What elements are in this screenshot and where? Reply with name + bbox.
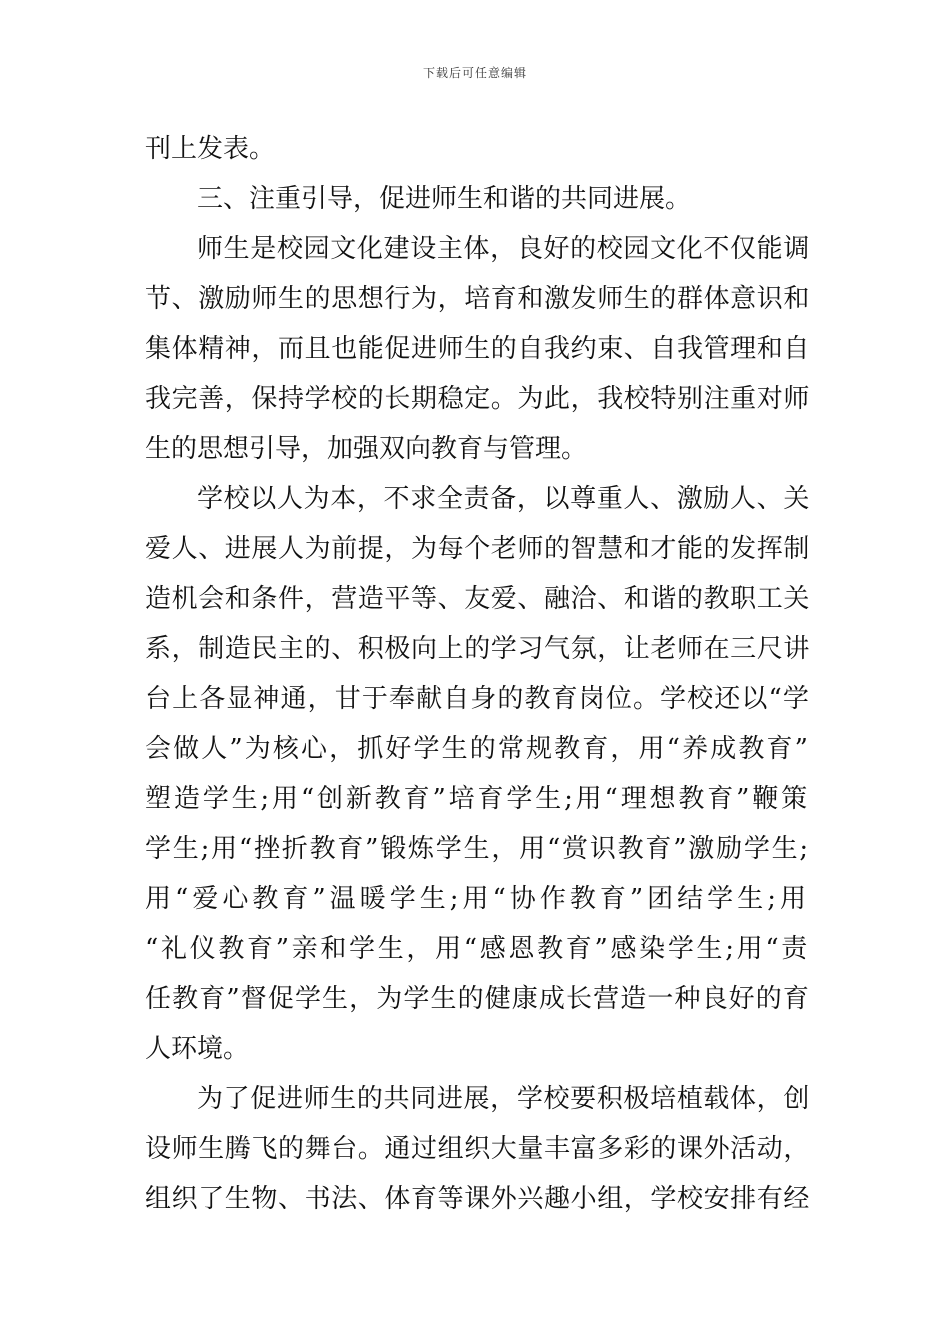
text-line: 组织了生物、书法、体育等课外兴趣小组，学校安排有经	[145, 1184, 810, 1214]
text-line: 三、注重引导，促进师生和谐的共同进展。	[197, 184, 692, 214]
text-line: 爱人、进展人为前提，为每个老师的智慧和才能的发挥制	[145, 534, 810, 564]
text-line: 设师生腾飞的舞台。通过组织大量丰富多彩的课外活动，	[145, 1134, 810, 1164]
text-line: 塑造学生;用“创新教育”培育学生;用“理想教育”鞭策	[145, 784, 810, 814]
text-line: 刊上发表。	[145, 134, 276, 164]
text-line: 师生是校园文化建设主体，良好的校园文化不仅能调	[197, 234, 810, 264]
text-line: 会做人”为核心，抓好学生的常规教育，用“养成教育”	[145, 734, 810, 764]
text-line: 生的思想引导，加强双向教育与管理。	[145, 434, 588, 464]
text-line: 人环境。	[145, 1034, 250, 1064]
text-line: 为了促进师生的共同进展，学校要积极培植载体，创	[197, 1084, 810, 1114]
page-header: 下载后可任意编辑	[422, 66, 527, 80]
text-line: 任教育”督促学生，为学生的健康成长营造一种良好的育	[145, 984, 810, 1014]
text-line: “礼仪教育”亲和学生，用“感恩教育”感染学生;用“责	[145, 934, 810, 964]
text-line: 集体精神，而且也能促进师生的自我约束、自我管理和自	[145, 334, 810, 364]
text-line: 学生;用“挫折教育”锻炼学生，用“赏识教育”激励学生;	[145, 834, 810, 864]
text-line: 台上各显神通，甘于奉献自身的教育岗位。学校还以“学	[145, 684, 810, 714]
document-body	[145, 124, 810, 1224]
text-line: 节、激励师生的思想行为，培育和激发师生的群体意识和	[145, 284, 810, 314]
text-line: 我完善，保持学校的长期稳定。为此，我校特别注重对师	[145, 384, 810, 414]
text-line: 用“爱心教育”温暖学生;用“协作教育”团结学生;用	[145, 884, 810, 914]
text-line: 造机会和条件，营造平等、友爱、融洽、和谐的教职工关	[145, 584, 810, 614]
text-line: 系，制造民主的、积极向上的学习气氛，让老师在三尺讲	[145, 634, 810, 664]
text-line: 学校以人为本，不求全责备，以尊重人、激励人、关	[197, 484, 810, 514]
